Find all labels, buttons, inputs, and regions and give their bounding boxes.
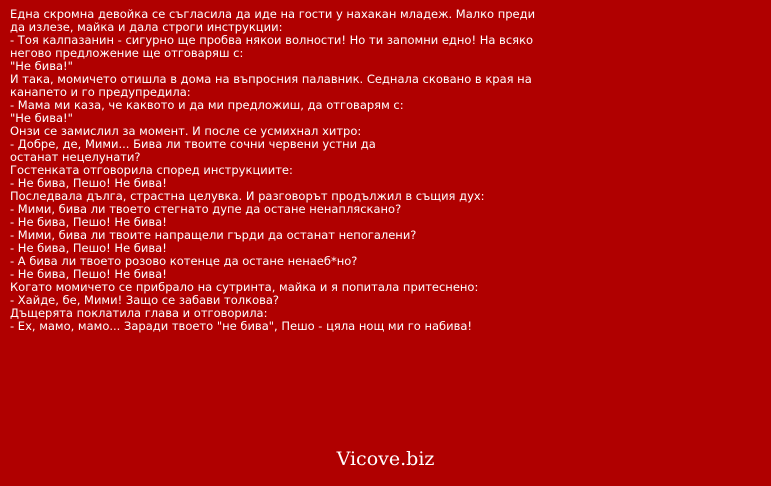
joke-line: "Не бива!" xyxy=(10,111,73,125)
joke-line: - Мими, бива ли твоите напращели гърди да останат непогалени? xyxy=(10,228,417,242)
joke-line: - Хайде, бе, Мими! Защо се забави толкова? xyxy=(10,293,280,307)
joke-line: да излезе, майка и дала строги инструкции: xyxy=(10,20,283,34)
joke-line: - Мама ми каза, че каквото и да ми предложиш, да отговарям с: xyxy=(10,98,404,112)
joke-line: - Добре, де, Мими... Бива ли твоите сочни червени устни да xyxy=(10,137,376,151)
joke-line: Гостенката отговорила според инструкциите: xyxy=(10,163,293,177)
joke-line: - А бива ли твоето розово котенце да остане ненаеб*но? xyxy=(10,254,358,268)
joke-line: Дъщерята поклатила глава и отговорила: xyxy=(10,306,268,320)
joke-line: "Не бива!" xyxy=(10,59,73,73)
joke-line: - Ех, мамо, мамо... Заради твоето "не бива", Пешо - цяла нощ ми го набива! xyxy=(10,319,473,333)
joke-line: Една скромна девойка се съгласила да иде на гости у нахакан младеж. Малко преди xyxy=(10,7,536,21)
site-watermark: Vicove.biz xyxy=(336,448,435,470)
joke-line: негово предложение ще отговаряш с: xyxy=(10,46,244,60)
joke-line: - Не бива, Пешо! Не бива! xyxy=(10,241,167,255)
joke-line: - Не бива, Пешо! Не бива! xyxy=(10,176,167,190)
joke-line: - Тоя калпазанин - сигурно ще пробва някои волности! Но ти запомни едно! На всяко xyxy=(10,33,534,47)
joke-text xyxy=(10,8,570,333)
joke-line: - Мими, бива ли твоето стегнато дупе да остане ненапляскано? xyxy=(10,202,402,216)
joke-line: останат нецелунати? xyxy=(10,150,141,164)
joke-line: - Не бива, Пешо! Не бива! xyxy=(10,267,167,281)
joke-line: канапето и го предупредила: xyxy=(10,85,191,99)
joke-line: - Не бива, Пешо! Не бива! xyxy=(10,215,167,229)
joke-line: Онзи се замислил за момент. И после се усмихнал хитро: xyxy=(10,124,362,138)
joke-line: И така, момичето отишла в дома на въпросния палавник. Седнала сковано в края на xyxy=(10,72,532,86)
joke-line: Последвала дълга, страстна целувка. И разговорът продължил в същия дух: xyxy=(10,189,485,203)
joke-line: Когато момичето се прибрало на сутринта, майка и я попитала притеснено: xyxy=(10,280,479,294)
